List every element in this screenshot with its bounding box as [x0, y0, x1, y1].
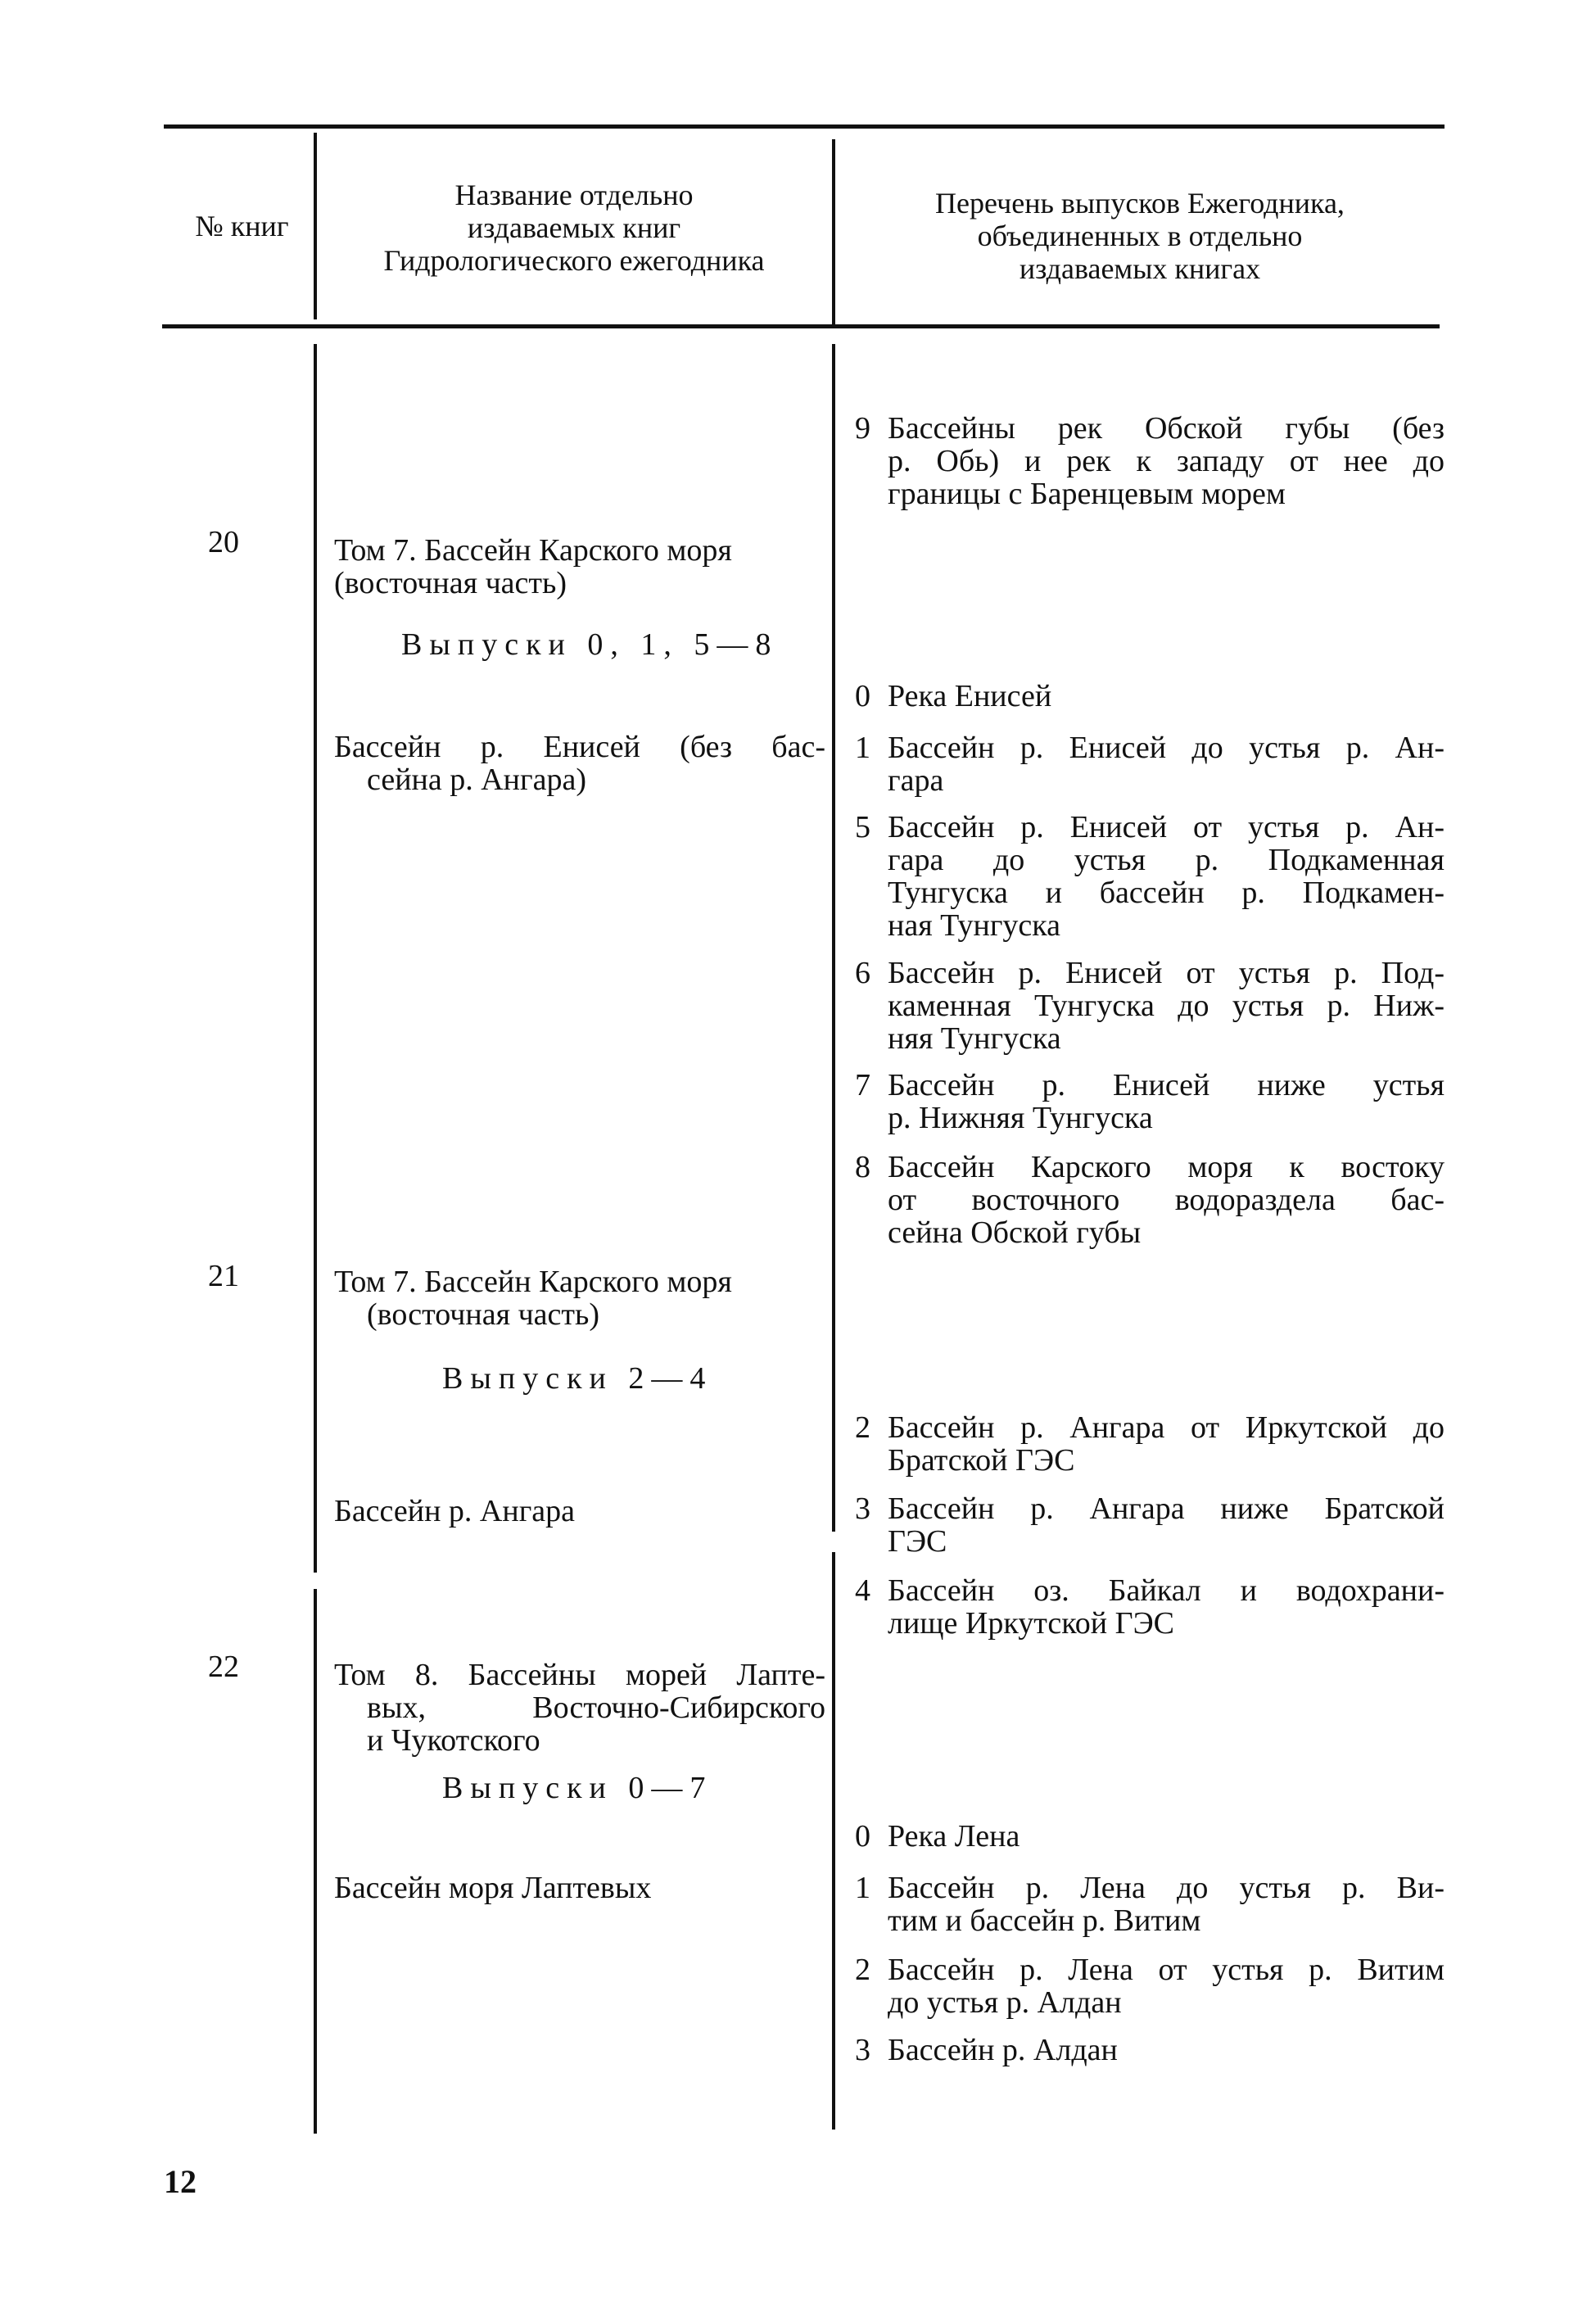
issue-number: 2	[855, 1953, 870, 1987]
issues-label: Выпуски 2—4	[442, 1361, 713, 1396]
header-title-line: издаваемых книг	[467, 211, 681, 244]
issue-text-line: Бассейн р. Енисей от устья р. Ан-	[888, 810, 1445, 844]
page-number: 12	[164, 2163, 197, 2200]
header-bottom-rule	[162, 324, 1440, 328]
header-issues-line: Перечень выпусков Ежегодника,	[935, 187, 1345, 220]
issue-number: 4	[855, 1573, 870, 1608]
issue-number: 2	[855, 1410, 870, 1445]
issue-number: 6	[855, 956, 870, 990]
issues-label: Выпуски 0, 1, 5—8	[401, 627, 779, 662]
issue-text-line: до устья р. Алдан	[888, 1985, 1122, 2020]
issue-number: 3	[855, 2033, 870, 2067]
issue-entry	[855, 1953, 1445, 2019]
header-book-number-text: № книг	[195, 210, 289, 242]
header-divider-2	[832, 139, 835, 324]
issue-number: 0	[855, 679, 870, 713]
issue-entry	[855, 731, 1445, 797]
issue-text-line: Бассейн р. Ангара от Иркутской до	[888, 1410, 1445, 1445]
column-divider-1-a	[314, 344, 317, 1573]
issue-text-line: Бассейн р. Лена от устья р. Витим	[888, 1953, 1445, 1987]
issue-text-line: ГЭС	[888, 1524, 947, 1559]
issues-label: Выпуски 0—7	[442, 1771, 713, 1805]
issue-text-line: каменная Тунгуска до устья р. Ниж-	[888, 989, 1445, 1023]
issue-text-line: Бассейн р. Алдан	[888, 2033, 1118, 2067]
book-title	[334, 534, 825, 600]
book-subtitle	[334, 731, 825, 796]
issue-number: 8	[855, 1150, 870, 1184]
issue-number: 1	[855, 1871, 870, 1905]
header-issues-line: объединенных в отдельно	[977, 220, 1303, 252]
book-number: 22	[208, 1650, 239, 1684]
issue-text-line: гара до устья р. Подкаменная	[888, 843, 1445, 877]
issue-text-line: Бассейн р. Енисей ниже устья	[888, 1068, 1445, 1102]
issue-text-line: границы с Баренцевым морем	[888, 477, 1286, 511]
issue-text-line: Бассейн р. Енисей от устья р. Под-	[888, 956, 1445, 990]
issue-text-line: няя Тунгуска	[888, 1021, 1061, 1056]
issue-entry	[855, 2034, 1445, 2066]
book-title-line: Том 8. Бассейны морей Лапте-	[334, 1658, 825, 1692]
issue-entry	[855, 1069, 1445, 1134]
column-divider-2-b	[832, 1552, 835, 2130]
issue-entry	[855, 680, 1445, 713]
book-title-line: (восточная часть)	[367, 1297, 599, 1332]
book-subtitle	[334, 1872, 825, 1904]
book-number: 20	[208, 525, 239, 559]
book-subtitle-line: Бассейн р. Ангара	[334, 1494, 576, 1528]
issue-text-line: р. Обь) и рек к западу от нее до	[888, 444, 1445, 478]
book-subtitle-line: Бассейн р. Енисей (без бас-	[334, 730, 825, 764]
issue-entry	[855, 1151, 1445, 1249]
issue-text-line: Бассейн р. Енисей до устья р. Ан-	[888, 731, 1445, 765]
issue-text-line: сейна Обской губы	[888, 1215, 1142, 1250]
issue-number: 7	[855, 1068, 870, 1102]
issue-text-line: Бассейн р. Ангара ниже Братской	[888, 1491, 1445, 1526]
book-title-line: Том 7. Бассейн Карского моря	[334, 533, 732, 568]
issue-entry	[855, 412, 1445, 510]
issue-entry	[855, 957, 1445, 1055]
issue-text-line: гара	[888, 763, 944, 798]
book-number: 21	[208, 1259, 239, 1293]
column-divider-2-a	[832, 344, 835, 1532]
issue-entry	[855, 1411, 1445, 1477]
issue-text-line: Река Лена	[888, 1819, 1020, 1854]
header-book-number	[170, 210, 314, 242]
issue-entry	[855, 1820, 1445, 1853]
header-title-line: Гидрологического ежегодника	[383, 244, 765, 277]
book-title-line: Том 7. Бассейн Карского моря	[334, 1265, 732, 1299]
issue-text-line: Братской ГЭС	[888, 1443, 1075, 1478]
issue-number: 3	[855, 1491, 870, 1526]
issue-text-line: от восточного водораздела бас-	[888, 1183, 1445, 1217]
book-title	[334, 1659, 825, 1757]
column-divider-1-b	[314, 1589, 317, 2134]
book-subtitle	[334, 1495, 825, 1528]
issue-entry	[855, 811, 1445, 942]
issue-number: 0	[855, 1819, 870, 1854]
issue-entry	[855, 1872, 1445, 1937]
issue-number: 9	[855, 411, 870, 446]
header-issues-line: издаваемых книгах	[1019, 252, 1261, 285]
book-title-line: (восточная часть)	[334, 566, 567, 600]
book-title-line: и Чукотского	[367, 1723, 540, 1758]
header-issues-column	[837, 187, 1443, 285]
header-divider-1	[314, 133, 317, 319]
issue-text-line: Бассейн оз. Байкал и водохрани-	[888, 1573, 1445, 1608]
issue-text-line: Река Енисей	[888, 679, 1052, 713]
issue-number: 5	[855, 810, 870, 844]
book-subtitle-line: сейна р. Ангара)	[367, 763, 586, 797]
issue-text-line: лище Иркутской ГЭС	[888, 1606, 1174, 1641]
book-subtitle-line: Бассейн моря Лаптевых	[334, 1871, 652, 1905]
issue-text-line: Бассейны рек Обской губы (без	[888, 411, 1445, 446]
issue-entry	[855, 1574, 1445, 1640]
book-title-line: вых, Восточно-Сибирского	[367, 1691, 825, 1725]
header-title-line: Название отдельно	[454, 179, 694, 211]
issue-text-line: тим и бассейн р. Витим	[888, 1903, 1201, 1938]
issue-text-line: р. Нижняя Тунгуска	[888, 1101, 1153, 1135]
header-title-column	[319, 179, 829, 277]
issue-text-line: ная Тунгуска	[888, 908, 1061, 943]
issue-text-line: Тунгуска и бассейн р. Подкамен-	[888, 876, 1445, 910]
issue-text-line: Бассейн р. Лена до устья р. Ви-	[888, 1871, 1445, 1905]
book-title	[334, 1265, 825, 1331]
issue-text-line: Бассейн Карского моря к востоку	[888, 1150, 1445, 1184]
table-top-rule	[164, 124, 1445, 129]
issue-number: 1	[855, 731, 870, 765]
issue-entry	[855, 1492, 1445, 1558]
